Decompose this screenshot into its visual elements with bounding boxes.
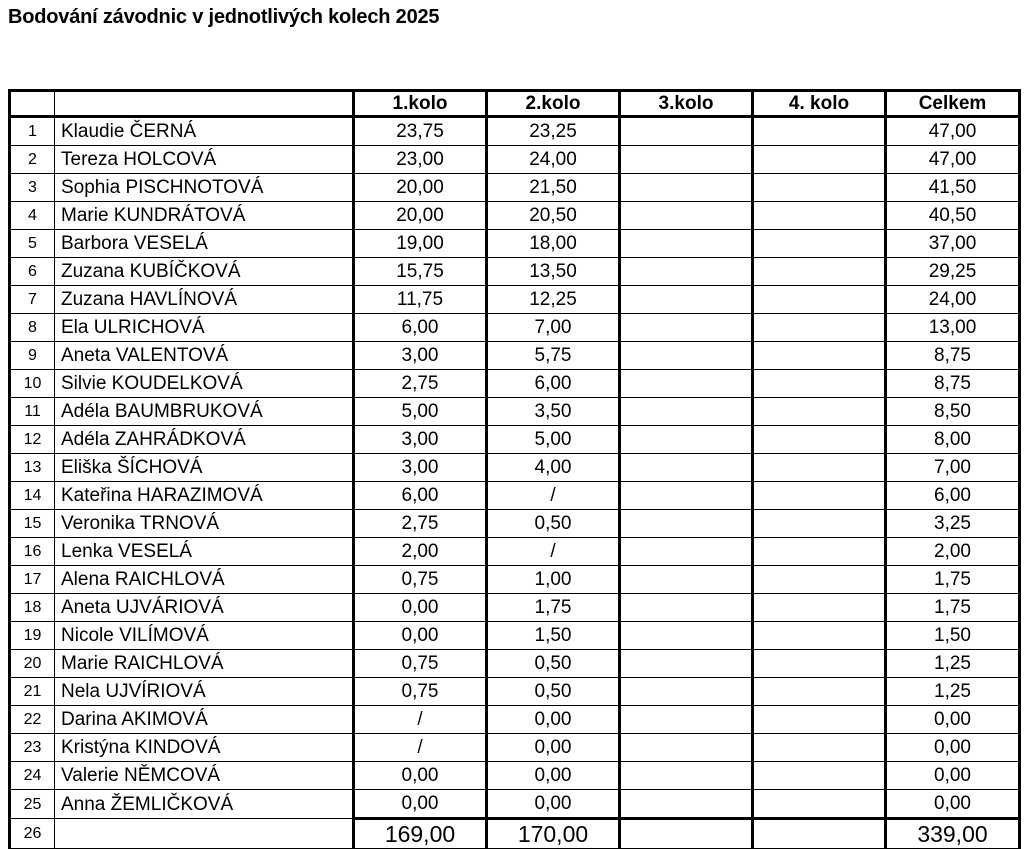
- round-3-score[interactable]: [620, 706, 753, 734]
- round-4-score[interactable]: [753, 286, 886, 314]
- round-1-score[interactable]: 6,00: [354, 482, 487, 510]
- row-index[interactable]: 4: [10, 202, 55, 230]
- round-3-score[interactable]: [620, 538, 753, 566]
- round-3-score[interactable]: [620, 482, 753, 510]
- table-row: [10, 230, 1020, 258]
- contestant-name[interactable]: Nicole VILÍMOVÁ: [55, 622, 354, 650]
- round-3-score[interactable]: [620, 370, 753, 398]
- row-index[interactable]: 3: [10, 174, 55, 202]
- round-3-score[interactable]: [620, 510, 753, 538]
- round-3-score[interactable]: [620, 622, 753, 650]
- round-4-score[interactable]: [753, 174, 886, 202]
- round-1-score[interactable]: 0,00: [354, 622, 487, 650]
- row-index[interactable]: 6: [10, 258, 55, 286]
- round-1-score[interactable]: 3,00: [354, 426, 487, 454]
- round-3-score[interactable]: [620, 258, 753, 286]
- header-round-2[interactable]: 2.kolo: [487, 91, 620, 117]
- round-2-score[interactable]: /: [487, 482, 620, 510]
- table-row: [10, 734, 1020, 762]
- header-round-1[interactable]: 1.kolo: [354, 91, 487, 117]
- table-row: [10, 706, 1020, 734]
- total-row: [10, 819, 1020, 849]
- round-3-score[interactable]: [620, 117, 753, 146]
- sheet-title: Bodování závodnic v jednotlivých kolech 2025: [8, 6, 440, 28]
- total-score[interactable]: 0,00: [886, 790, 1020, 819]
- round-4-score[interactable]: [753, 258, 886, 286]
- round-3-score[interactable]: [620, 426, 753, 454]
- round-2-score[interactable]: 0,00: [487, 734, 620, 762]
- row-index[interactable]: 18: [10, 594, 55, 622]
- round-3-score[interactable]: [620, 146, 753, 174]
- total-round-2[interactable]: 170,00: [487, 819, 620, 849]
- table-row: [10, 594, 1020, 622]
- row-index[interactable]: 22: [10, 706, 55, 734]
- round-2-score[interactable]: 13,50: [487, 258, 620, 286]
- table-row: [10, 117, 1020, 146]
- round-4-score[interactable]: [753, 538, 886, 566]
- round-2-score[interactable]: 1,00: [487, 566, 620, 594]
- round-4-score[interactable]: [753, 482, 886, 510]
- contestant-name[interactable]: Adéla BAUMBRUKOVÁ: [55, 398, 354, 426]
- contestant-name[interactable]: Anna ŽEMLIČKOVÁ: [55, 790, 354, 819]
- contestant-name[interactable]: Silvie KOUDELKOVÁ: [55, 370, 354, 398]
- table-row: [10, 762, 1020, 790]
- round-4-score[interactable]: [753, 594, 886, 622]
- round-2-score[interactable]: 0,00: [487, 762, 620, 790]
- row-index[interactable]: 14: [10, 482, 55, 510]
- row-index[interactable]: 11: [10, 398, 55, 426]
- total-score[interactable]: 1,75: [886, 566, 1020, 594]
- contestant-name[interactable]: Ela ULRICHOVÁ: [55, 314, 354, 342]
- round-4-score[interactable]: [753, 426, 886, 454]
- total-score[interactable]: 8,75: [886, 342, 1020, 370]
- round-4-score[interactable]: [753, 734, 886, 762]
- round-1-score[interactable]: /: [354, 706, 487, 734]
- contestant-name[interactable]: Klaudie ČERNÁ: [55, 117, 354, 146]
- round-1-score[interactable]: 20,00: [354, 174, 487, 202]
- round-4-score[interactable]: [753, 790, 886, 819]
- contestant-name[interactable]: Kristýna KINDOVÁ: [55, 734, 354, 762]
- total-score[interactable]: 47,00: [886, 146, 1020, 174]
- round-2-score[interactable]: 5,75: [487, 342, 620, 370]
- round-3-score[interactable]: [620, 314, 753, 342]
- table-row: [10, 398, 1020, 426]
- round-2-score[interactable]: 24,00: [487, 146, 620, 174]
- round-2-score[interactable]: 0,50: [487, 650, 620, 678]
- total-score[interactable]: 1,25: [886, 678, 1020, 706]
- results-table: [8, 89, 1021, 849]
- contestant-name[interactable]: Zuzana KUBÍČKOVÁ: [55, 258, 354, 286]
- round-3-score[interactable]: [620, 566, 753, 594]
- total-score[interactable]: 3,25: [886, 510, 1020, 538]
- table-row: [10, 678, 1020, 706]
- total-score[interactable]: 1,25: [886, 650, 1020, 678]
- round-2-score[interactable]: 18,00: [487, 230, 620, 258]
- total-score[interactable]: 40,50: [886, 202, 1020, 230]
- table-row: [10, 790, 1020, 819]
- contestant-name[interactable]: Sophia PISCHNOTOVÁ: [55, 174, 354, 202]
- table-row: [10, 510, 1020, 538]
- header-index[interactable]: [10, 91, 55, 117]
- contestant-name[interactable]: Marie KUNDRÁTOVÁ: [55, 202, 354, 230]
- round-2-score[interactable]: 23,25: [487, 117, 620, 146]
- table-row: [10, 454, 1020, 482]
- contestant-name[interactable]: Zuzana HAVLÍNOVÁ: [55, 286, 354, 314]
- round-2-score[interactable]: 5,00: [487, 426, 620, 454]
- round-2-score[interactable]: 0,50: [487, 510, 620, 538]
- table-row: [10, 566, 1020, 594]
- total-score[interactable]: 6,00: [886, 482, 1020, 510]
- round-4-score[interactable]: [753, 117, 886, 146]
- round-4-score[interactable]: [753, 454, 886, 482]
- round-2-score[interactable]: 1,75: [487, 594, 620, 622]
- round-1-score[interactable]: 23,00: [354, 146, 487, 174]
- contestant-name[interactable]: Adéla ZAHRÁDKOVÁ: [55, 426, 354, 454]
- round-2-score[interactable]: /: [487, 538, 620, 566]
- round-4-score[interactable]: [753, 398, 886, 426]
- round-1-score[interactable]: 0,00: [354, 762, 487, 790]
- round-3-score[interactable]: [620, 342, 753, 370]
- table-row: [10, 314, 1020, 342]
- total-score[interactable]: 47,00: [886, 117, 1020, 146]
- row-index[interactable]: 13: [10, 454, 55, 482]
- header-row: [10, 91, 1020, 117]
- round-4-score[interactable]: [753, 706, 886, 734]
- round-4-score[interactable]: [753, 146, 886, 174]
- round-1-score[interactable]: 0,00: [354, 594, 487, 622]
- total-score[interactable]: 0,00: [886, 734, 1020, 762]
- round-2-score[interactable]: 0,00: [487, 706, 620, 734]
- total-score[interactable]: 29,25: [886, 258, 1020, 286]
- round-4-score[interactable]: [753, 762, 886, 790]
- row-index[interactable]: 1: [10, 117, 55, 146]
- round-3-score[interactable]: [620, 594, 753, 622]
- contestant-name[interactable]: Barbora VESELÁ: [55, 230, 354, 258]
- table-row: [10, 622, 1020, 650]
- table-row: [10, 650, 1020, 678]
- round-3-score[interactable]: [620, 734, 753, 762]
- total-score[interactable]: 0,00: [886, 762, 1020, 790]
- round-1-score[interactable]: 0,75: [354, 678, 487, 706]
- round-1-score[interactable]: 2,75: [354, 370, 487, 398]
- row-index[interactable]: 21: [10, 678, 55, 706]
- round-3-score[interactable]: [620, 762, 753, 790]
- contestant-name[interactable]: Darina AKIMOVÁ: [55, 706, 354, 734]
- round-1-score[interactable]: 3,00: [354, 454, 487, 482]
- round-1-score[interactable]: 2,00: [354, 538, 487, 566]
- table-row: [10, 426, 1020, 454]
- contestant-name[interactable]: Nela UJVÍRIOVÁ: [55, 678, 354, 706]
- row-index[interactable]: 8: [10, 314, 55, 342]
- row-index[interactable]: 20: [10, 650, 55, 678]
- round-4-score[interactable]: [753, 566, 886, 594]
- round-1-score[interactable]: 23,75: [354, 117, 487, 146]
- row-index[interactable]: 7: [10, 286, 55, 314]
- row-index[interactable]: 10: [10, 370, 55, 398]
- table-row: [10, 258, 1020, 286]
- round-3-score[interactable]: [620, 202, 753, 230]
- round-1-score[interactable]: /: [354, 734, 487, 762]
- round-4-score[interactable]: [753, 202, 886, 230]
- round-1-score[interactable]: 0,75: [354, 650, 487, 678]
- round-3-score[interactable]: [620, 174, 753, 202]
- total-score[interactable]: 7,00: [886, 454, 1020, 482]
- round-4-score[interactable]: [753, 678, 886, 706]
- round-1-score[interactable]: 2,75: [354, 510, 487, 538]
- grand-total[interactable]: 339,00: [886, 819, 1020, 849]
- round-4-score[interactable]: [753, 342, 886, 370]
- round-2-score[interactable]: 6,00: [487, 370, 620, 398]
- round-1-score[interactable]: 0,00: [354, 790, 487, 819]
- round-1-score[interactable]: 11,75: [354, 286, 487, 314]
- total-row-index[interactable]: 26: [10, 819, 55, 849]
- table-row: [10, 342, 1020, 370]
- round-2-score[interactable]: 0,50: [487, 678, 620, 706]
- row-index[interactable]: 19: [10, 622, 55, 650]
- contestant-name[interactable]: Kateřina HARAZIMOVÁ: [55, 482, 354, 510]
- header-name[interactable]: [55, 91, 354, 117]
- round-1-score[interactable]: 15,75: [354, 258, 487, 286]
- total-score[interactable]: 1,75: [886, 594, 1020, 622]
- total-round-4[interactable]: [753, 819, 886, 849]
- round-4-score[interactable]: [753, 622, 886, 650]
- contestant-name[interactable]: Lenka VESELÁ: [55, 538, 354, 566]
- round-3-score[interactable]: [620, 230, 753, 258]
- round-4-score[interactable]: [753, 230, 886, 258]
- round-3-score[interactable]: [620, 650, 753, 678]
- total-score[interactable]: 8,75: [886, 370, 1020, 398]
- header-total[interactable]: Celkem: [886, 91, 1020, 117]
- round-4-score[interactable]: [753, 314, 886, 342]
- round-4-score[interactable]: [753, 650, 886, 678]
- table-row: [10, 538, 1020, 566]
- contestant-name[interactable]: Veronika TRNOVÁ: [55, 510, 354, 538]
- row-index[interactable]: 24: [10, 762, 55, 790]
- total-score[interactable]: 37,00: [886, 230, 1020, 258]
- contestant-name[interactable]: Valerie NĚMCOVÁ: [55, 762, 354, 790]
- round-4-score[interactable]: [753, 510, 886, 538]
- row-index[interactable]: 25: [10, 790, 55, 819]
- total-round-1[interactable]: 169,00: [354, 819, 487, 849]
- round-3-score[interactable]: [620, 454, 753, 482]
- row-index[interactable]: 5: [10, 230, 55, 258]
- header-round-4[interactable]: 4. kolo: [753, 91, 886, 117]
- round-2-score[interactable]: 3,50: [487, 398, 620, 426]
- round-1-score[interactable]: 6,00: [354, 314, 487, 342]
- round-3-score[interactable]: [620, 678, 753, 706]
- round-1-score[interactable]: 19,00: [354, 230, 487, 258]
- total-score[interactable]: 1,50: [886, 622, 1020, 650]
- table-row: [10, 146, 1020, 174]
- round-2-score[interactable]: 4,00: [487, 454, 620, 482]
- round-2-score[interactable]: 1,50: [487, 622, 620, 650]
- contestant-name[interactable]: Marie RAICHLOVÁ: [55, 650, 354, 678]
- round-2-score[interactable]: 7,00: [487, 314, 620, 342]
- row-index[interactable]: 23: [10, 734, 55, 762]
- round-1-score[interactable]: 0,75: [354, 566, 487, 594]
- row-index[interactable]: 16: [10, 538, 55, 566]
- round-1-score[interactable]: 3,00: [354, 342, 487, 370]
- table-body: [10, 117, 1020, 819]
- total-score[interactable]: 41,50: [886, 174, 1020, 202]
- round-3-score[interactable]: [620, 286, 753, 314]
- total-score[interactable]: 13,00: [886, 314, 1020, 342]
- table-row: [10, 482, 1020, 510]
- total-score[interactable]: 2,00: [886, 538, 1020, 566]
- total-round-3[interactable]: [620, 819, 753, 849]
- row-index[interactable]: 15: [10, 510, 55, 538]
- header-round-3[interactable]: 3.kolo: [620, 91, 753, 117]
- round-3-score[interactable]: [620, 398, 753, 426]
- round-1-score[interactable]: 5,00: [354, 398, 487, 426]
- table-row: [10, 202, 1020, 230]
- table-row: [10, 370, 1020, 398]
- row-index[interactable]: 17: [10, 566, 55, 594]
- contestant-name[interactable]: Aneta VALENTOVÁ: [55, 342, 354, 370]
- round-2-score[interactable]: 21,50: [487, 174, 620, 202]
- table-row: [10, 286, 1020, 314]
- total-score[interactable]: 8,50: [886, 398, 1020, 426]
- row-index[interactable]: 9: [10, 342, 55, 370]
- contestant-name[interactable]: Eliška ŠÍCHOVÁ: [55, 454, 354, 482]
- total-score[interactable]: 8,00: [886, 426, 1020, 454]
- round-2-score[interactable]: 12,25: [487, 286, 620, 314]
- total-score[interactable]: 24,00: [886, 286, 1020, 314]
- round-2-score[interactable]: 0,00: [487, 790, 620, 819]
- round-4-score[interactable]: [753, 370, 886, 398]
- contestant-name[interactable]: Aneta UJVÁRIOVÁ: [55, 594, 354, 622]
- round-3-score[interactable]: [620, 790, 753, 819]
- row-index[interactable]: 2: [10, 146, 55, 174]
- contestant-name[interactable]: Alena RAICHLOVÁ: [55, 566, 354, 594]
- round-1-score[interactable]: 20,00: [354, 202, 487, 230]
- row-index[interactable]: 12: [10, 426, 55, 454]
- total-score[interactable]: 0,00: [886, 706, 1020, 734]
- table-row: [10, 174, 1020, 202]
- round-2-score[interactable]: 20,50: [487, 202, 620, 230]
- total-row-name[interactable]: [55, 819, 354, 849]
- contestant-name[interactable]: Tereza HOLCOVÁ: [55, 146, 354, 174]
